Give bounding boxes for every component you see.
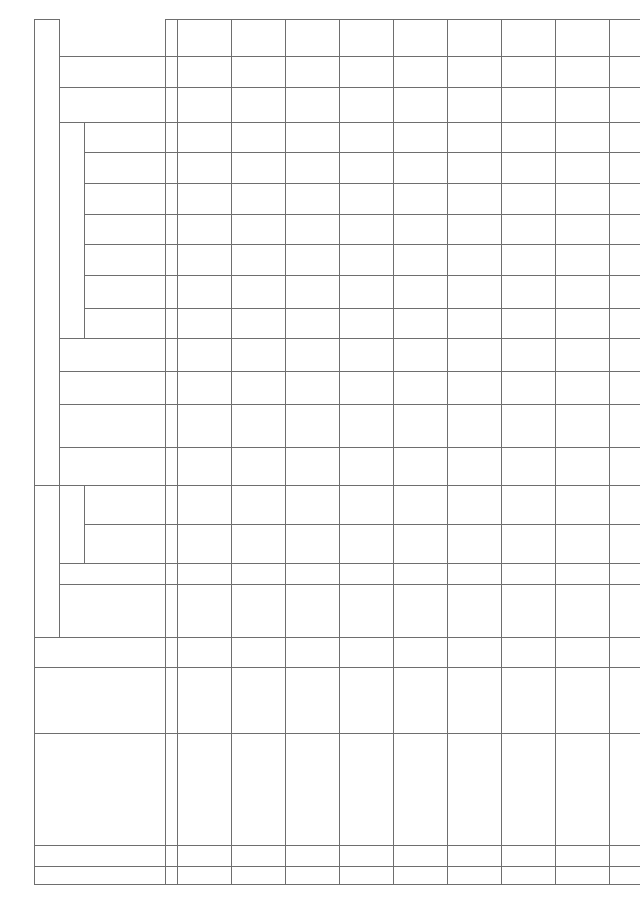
- table-cell: [232, 214, 286, 245]
- table-cell: [610, 525, 640, 564]
- table-cell: [394, 866, 448, 884]
- table-cell: [502, 866, 556, 884]
- table-cell: [340, 87, 394, 122]
- table-cell: [502, 486, 556, 525]
- table-cell: [556, 637, 610, 668]
- column-number-cell: [166, 339, 178, 372]
- table-cell: [178, 214, 232, 245]
- table-cell: [610, 447, 640, 486]
- table-cell: [178, 122, 232, 153]
- table-cell: [556, 866, 610, 884]
- table-cell: [502, 275, 556, 308]
- table-cell: [340, 637, 394, 668]
- column-number-cell: [166, 153, 178, 184]
- table-cell: [340, 486, 394, 525]
- table-cell: [286, 447, 340, 486]
- table-cell: [232, 183, 286, 214]
- header-cell: [60, 564, 166, 584]
- table-cell: [610, 87, 640, 122]
- table-cell: [340, 214, 394, 245]
- column-number-cell: [166, 87, 178, 122]
- table-cell: [394, 57, 448, 88]
- table-cell: [178, 308, 232, 339]
- table-cell: [232, 245, 286, 276]
- table-cell: [394, 122, 448, 153]
- column-number-cell: [166, 308, 178, 339]
- column-number-cell: [166, 486, 178, 525]
- table-cell: [502, 122, 556, 153]
- table-cell: [178, 275, 232, 308]
- table-cell: [232, 447, 286, 486]
- table-cell: [340, 339, 394, 372]
- table-cell: [610, 486, 640, 525]
- table-cell: [394, 404, 448, 447]
- table-cell: [502, 564, 556, 584]
- table-cell: [502, 584, 556, 637]
- table-cell: [394, 846, 448, 866]
- table-cell: [178, 153, 232, 184]
- table-cell: [448, 404, 502, 447]
- table-cell: [556, 404, 610, 447]
- table-cell: [286, 584, 340, 637]
- table-cell: [610, 371, 640, 404]
- table-cell: [340, 525, 394, 564]
- header-cell: [60, 404, 166, 447]
- table-cell: [286, 846, 340, 866]
- table-cell: [556, 846, 610, 866]
- table-cell: [394, 486, 448, 525]
- table-cell: [286, 87, 340, 122]
- table-cell: [178, 733, 232, 845]
- column-number-cell: [166, 122, 178, 153]
- table-cell: [286, 153, 340, 184]
- column-number-cell: [166, 214, 178, 245]
- table-cell: [448, 214, 502, 245]
- table-cell: [448, 20, 502, 57]
- column-number-cell: [166, 183, 178, 214]
- table-cell: [448, 447, 502, 486]
- table-cell: [286, 525, 340, 564]
- table-cell: [394, 308, 448, 339]
- works-table: [34, 19, 640, 885]
- table-cell: [610, 57, 640, 88]
- table-cell: [502, 339, 556, 372]
- table-row: [286, 20, 340, 885]
- table-cell: [394, 87, 448, 122]
- header-cell: [60, 584, 166, 637]
- column-number-cell: [166, 57, 178, 88]
- table-cell: [232, 153, 286, 184]
- column-number-cell: [166, 584, 178, 637]
- table-cell: [448, 525, 502, 564]
- table-cell: [502, 214, 556, 245]
- table-cell: [178, 339, 232, 372]
- table-cell: [394, 214, 448, 245]
- table-cell: [394, 245, 448, 276]
- header-row-1: [35, 20, 60, 885]
- table-cell: [286, 866, 340, 884]
- table-cell: [232, 733, 286, 845]
- table-cell: [610, 245, 640, 276]
- header-group-funding: [35, 20, 60, 486]
- table-cell: [448, 87, 502, 122]
- header-cell: [60, 87, 166, 122]
- table-cell: [286, 308, 340, 339]
- header-cell: [85, 486, 166, 525]
- table-cell: [394, 525, 448, 564]
- header-cell: [35, 668, 166, 733]
- table-cell: [340, 371, 394, 404]
- table-cell: [394, 371, 448, 404]
- table-row: [340, 20, 394, 885]
- table-cell: [178, 245, 232, 276]
- table-cell: [448, 637, 502, 668]
- table-row: [178, 20, 232, 885]
- column-number-cell: [166, 525, 178, 564]
- table-cell: [178, 668, 232, 733]
- table-cell: [448, 846, 502, 866]
- table-cell: [232, 339, 286, 372]
- table-cell: [448, 668, 502, 733]
- table-cell: [610, 20, 640, 57]
- table-cell: [232, 404, 286, 447]
- table-cell: [286, 733, 340, 845]
- table-cell: [178, 183, 232, 214]
- header-cell: [35, 866, 166, 884]
- table-cell: [340, 153, 394, 184]
- column-number-cell: [166, 846, 178, 866]
- table-cell: [556, 584, 610, 637]
- column-number-cell: [166, 564, 178, 584]
- table-cell: [448, 371, 502, 404]
- column-number-cell: [166, 245, 178, 276]
- header-cell: [85, 122, 166, 153]
- table-cell: [448, 584, 502, 637]
- table-cell: [286, 404, 340, 447]
- header-group-values: [60, 486, 85, 564]
- table-cell: [286, 564, 340, 584]
- table-cell: [610, 122, 640, 153]
- header-cell: [60, 447, 166, 486]
- column-number-row-line: [166, 20, 178, 885]
- table-cell: [178, 87, 232, 122]
- table-cell: [340, 564, 394, 584]
- table-cell: [394, 153, 448, 184]
- header-cell: [85, 153, 166, 184]
- table-cell: [556, 733, 610, 845]
- table-cell: [178, 637, 232, 668]
- table-cell: [286, 275, 340, 308]
- table-cell: [286, 371, 340, 404]
- table-cell: [502, 183, 556, 214]
- table-cell: [286, 20, 340, 57]
- column-number-cell: [166, 637, 178, 668]
- header-cell: [35, 846, 166, 866]
- table-cell: [502, 87, 556, 122]
- table-row: [502, 20, 556, 885]
- table-cell: [556, 371, 610, 404]
- table-cell: [556, 275, 610, 308]
- table-cell: [394, 275, 448, 308]
- table-cell: [232, 275, 286, 308]
- table-cell: [340, 668, 394, 733]
- table-row: [610, 20, 640, 885]
- table-cell: [178, 584, 232, 637]
- table-cell: [502, 245, 556, 276]
- table-body: [178, 20, 640, 885]
- table-cell: [448, 486, 502, 525]
- table-cell: [556, 486, 610, 525]
- table-cell: [340, 245, 394, 276]
- table-cell: [340, 183, 394, 214]
- table-row: [448, 20, 502, 885]
- table-cell: [286, 486, 340, 525]
- table-cell: [610, 668, 640, 733]
- table-cell: [394, 339, 448, 372]
- table-cell: [448, 866, 502, 884]
- table-cell: [178, 20, 232, 57]
- table-row: [394, 20, 448, 885]
- table-cell: [502, 57, 556, 88]
- table-cell: [232, 122, 286, 153]
- table-cell: [178, 525, 232, 564]
- table-cell: [232, 584, 286, 637]
- table-cell: [502, 668, 556, 733]
- table-cell: [610, 866, 640, 884]
- table-cell: [502, 525, 556, 564]
- table-cell: [394, 20, 448, 57]
- table-cell: [340, 275, 394, 308]
- table-cell: [286, 245, 340, 276]
- header-cell: [60, 57, 166, 88]
- column-number-cell: [166, 404, 178, 447]
- header-group-years: [60, 122, 85, 339]
- table-cell: [178, 447, 232, 486]
- table-cell: [448, 153, 502, 184]
- table-cell: [232, 57, 286, 88]
- column-number-row: [166, 20, 178, 885]
- table-cell: [502, 404, 556, 447]
- table-cell: [394, 564, 448, 584]
- table-cell: [556, 308, 610, 339]
- header-group-tech: [35, 486, 60, 637]
- table-cell: [610, 153, 640, 184]
- table-row: [556, 20, 610, 885]
- table-cell: [610, 846, 640, 866]
- column-number-cell: [166, 733, 178, 845]
- table-cell: [556, 214, 610, 245]
- table-cell: [340, 733, 394, 845]
- table-cell: [286, 183, 340, 214]
- table-cell: [610, 308, 640, 339]
- table-cell: [178, 846, 232, 866]
- table-cell: [340, 122, 394, 153]
- column-number-cell: [166, 371, 178, 404]
- table-cell: [502, 637, 556, 668]
- table-cell: [502, 733, 556, 845]
- table-cell: [178, 404, 232, 447]
- table-row: [232, 20, 286, 885]
- table-cell: [340, 57, 394, 88]
- table-cell: [232, 371, 286, 404]
- table-cell: [286, 668, 340, 733]
- table-cell: [178, 866, 232, 884]
- table-cell: [556, 339, 610, 372]
- table-cell: [556, 668, 610, 733]
- table-cell: [556, 122, 610, 153]
- table-cell: [232, 486, 286, 525]
- table-cell: [232, 20, 286, 57]
- header-cell: [35, 733, 166, 845]
- table-cell: [502, 153, 556, 184]
- table-cell: [448, 564, 502, 584]
- table-cell: [556, 564, 610, 584]
- table-cell: [340, 20, 394, 57]
- header-cell: [85, 525, 166, 564]
- table-cell: [610, 214, 640, 245]
- table-cell: [610, 339, 640, 372]
- table-cell: [556, 525, 610, 564]
- table-cell: [556, 153, 610, 184]
- header-cell: [60, 371, 166, 404]
- table-cell: [502, 447, 556, 486]
- table-cell: [556, 57, 610, 88]
- table-cell: [502, 846, 556, 866]
- table-cell: [394, 584, 448, 637]
- table-cell: [502, 371, 556, 404]
- table-cell: [448, 122, 502, 153]
- table-cell: [232, 866, 286, 884]
- table-cell: [340, 584, 394, 637]
- table-cell: [232, 308, 286, 339]
- table-cell: [286, 214, 340, 245]
- table-cell: [502, 20, 556, 57]
- table-cell: [610, 404, 640, 447]
- table-cell: [610, 733, 640, 845]
- table-cell: [610, 637, 640, 668]
- table-cell: [340, 404, 394, 447]
- table-cell: [232, 525, 286, 564]
- header-cell: [85, 245, 166, 276]
- table-cell: [178, 57, 232, 88]
- table-cell: [286, 339, 340, 372]
- table-cell: [502, 308, 556, 339]
- table-cell: [556, 20, 610, 57]
- table-cell: [556, 447, 610, 486]
- table-cell: [340, 846, 394, 866]
- table-cell: [394, 183, 448, 214]
- column-number-cell: [166, 668, 178, 733]
- table-cell: [610, 183, 640, 214]
- table-cell: [394, 668, 448, 733]
- table-cell: [340, 308, 394, 339]
- table-cell: [232, 564, 286, 584]
- table-cell: [394, 733, 448, 845]
- table-cell: [448, 183, 502, 214]
- table-cell: [340, 866, 394, 884]
- header-cell: [85, 308, 166, 339]
- table-cell: [232, 637, 286, 668]
- table-cell: [448, 733, 502, 845]
- table-cell: [610, 564, 640, 584]
- table-cell: [232, 846, 286, 866]
- table-cell: [178, 486, 232, 525]
- table-cell: [178, 371, 232, 404]
- table-cell: [232, 87, 286, 122]
- table-cell: [448, 245, 502, 276]
- table-cell: [286, 637, 340, 668]
- header-cell: [85, 214, 166, 245]
- table-cell: [340, 447, 394, 486]
- table-cell: [394, 637, 448, 668]
- table-cell: [448, 275, 502, 308]
- header-cell: [35, 637, 166, 668]
- table-cell: [286, 57, 340, 88]
- table-cell: [556, 87, 610, 122]
- table-cell: [178, 564, 232, 584]
- column-number-cell: [166, 20, 178, 57]
- table-cell: [556, 245, 610, 276]
- column-number-cell: [166, 275, 178, 308]
- table-cell: [448, 57, 502, 88]
- table-cell: [286, 122, 340, 153]
- table-cell: [394, 447, 448, 486]
- table-cell: [448, 339, 502, 372]
- table-cell: [232, 668, 286, 733]
- header-cell: [60, 339, 166, 372]
- table-cell: [610, 584, 640, 637]
- table-cell: [610, 275, 640, 308]
- header-cell: [85, 183, 166, 214]
- table-cell: [556, 183, 610, 214]
- header-cell: [85, 275, 166, 308]
- column-number-cell: [166, 447, 178, 486]
- table-cell: [448, 308, 502, 339]
- column-number-cell: [166, 866, 178, 884]
